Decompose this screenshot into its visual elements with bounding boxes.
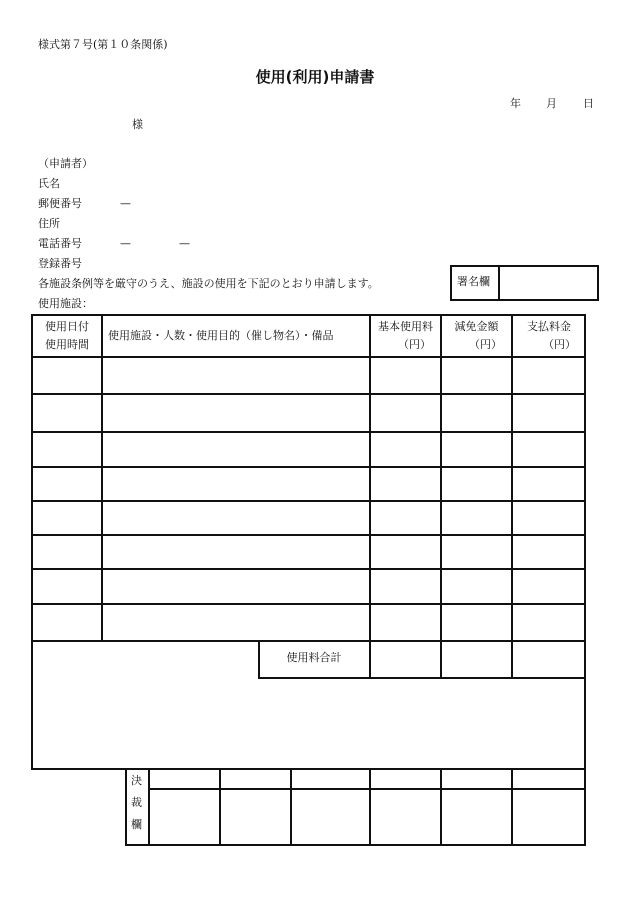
approval-divider	[511, 768, 513, 846]
approval-divider	[290, 768, 292, 846]
header-discount-unit: （円）	[469, 338, 502, 351]
page-title: 使用(利用)申請書	[255, 68, 375, 86]
approval-table	[125, 768, 586, 846]
row-line	[31, 603, 586, 605]
approval-divider	[148, 768, 150, 846]
date-day: 日	[583, 97, 594, 110]
name-label: 氏名	[38, 177, 60, 190]
header-payment-unit: （円）	[543, 338, 576, 351]
address-label: 住所	[38, 217, 60, 230]
approval-divider	[369, 768, 371, 846]
header-discount: 減免金額	[454, 320, 499, 333]
header-facility-details: 使用施設・人数・使用目的（催し物名）・備品	[108, 329, 334, 342]
signature-label: 署名欄	[457, 275, 490, 288]
approval-char-2: 裁	[131, 796, 142, 809]
approval-char-1: 決	[131, 774, 142, 787]
approval-char-3: 欄	[131, 818, 142, 831]
header-time: 使用時間	[45, 338, 89, 351]
addressee-suffix: 様	[132, 118, 143, 131]
phone-dash-1: —	[120, 237, 131, 250]
col-divider-2	[369, 314, 371, 678]
row-line	[31, 356, 586, 358]
applicant-section-label: （申請者）	[38, 157, 93, 170]
row-line	[31, 568, 586, 570]
header-base-fee: 基本使用料	[378, 320, 433, 333]
header-payment: 支払料金	[527, 320, 571, 333]
row-line	[31, 534, 586, 536]
registration-label: 登録番号	[38, 257, 82, 270]
row-line	[31, 640, 586, 642]
total-label: 使用料合計	[286, 651, 342, 664]
date-year: 年	[510, 97, 521, 110]
header-base-fee-unit: （円）	[398, 338, 431, 351]
form-number: 様式第７号(第１０条関係)	[38, 38, 168, 51]
total-bottom-line	[258, 677, 586, 679]
col-divider-1	[101, 314, 103, 641]
row-line	[31, 500, 586, 502]
postal-dash: —	[120, 197, 131, 210]
approval-row-line	[148, 788, 586, 790]
facility-label: 使用施設：	[38, 297, 93, 310]
row-line	[31, 393, 586, 395]
approval-divider	[440, 768, 442, 846]
postal-label: 郵便番号	[38, 197, 82, 210]
date-month: 月	[546, 97, 557, 110]
col-divider-3	[440, 314, 442, 678]
approval-divider	[219, 768, 221, 846]
phone-label: 電話番号	[38, 237, 82, 250]
row-line	[31, 431, 586, 433]
usage-table	[31, 314, 586, 770]
col-divider-4	[511, 314, 513, 678]
header-date: 使用日付	[45, 320, 89, 333]
phone-dash-2: —	[179, 237, 190, 250]
signature-divider	[498, 265, 500, 301]
row-line	[31, 466, 586, 468]
declaration-text: 各施設条例等を厳守のうえ、施設の使用を下記のとおり申請します。	[38, 277, 379, 290]
